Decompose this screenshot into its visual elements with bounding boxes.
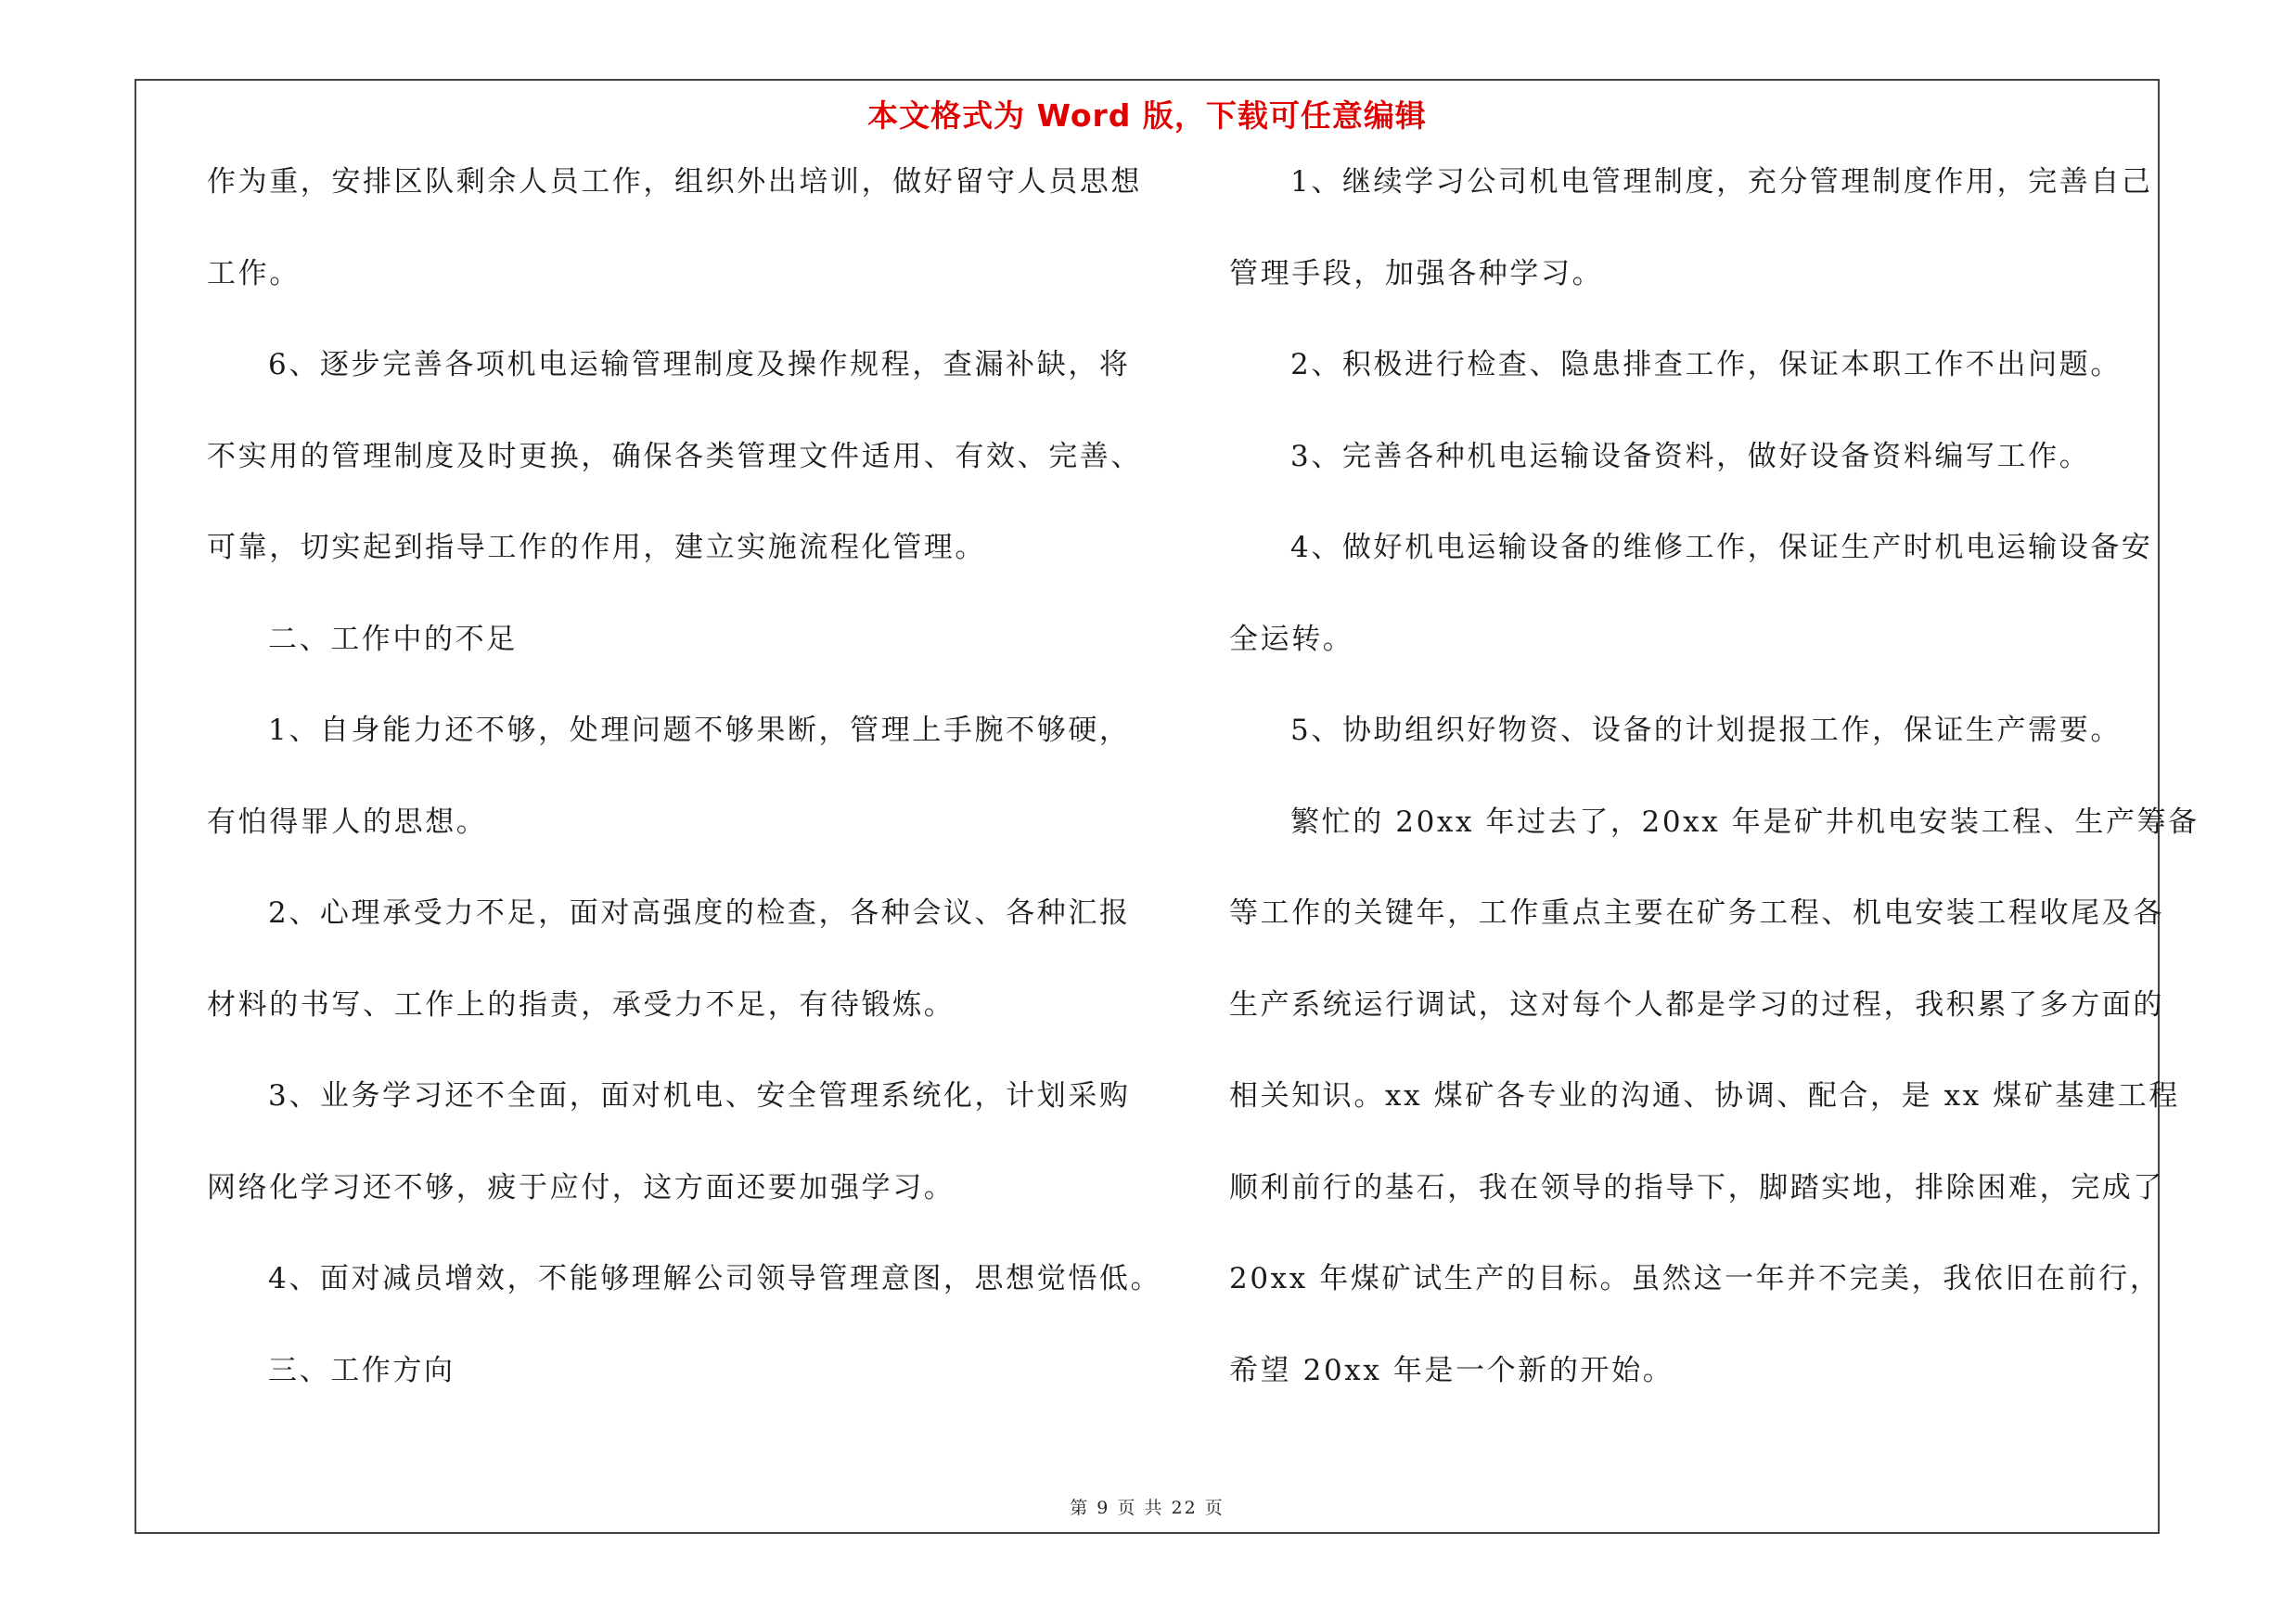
text-line: 顺利前行的基石，我在领导的指导下，脚踏实地，排除困难，完成了	[1229, 1170, 2164, 1204]
text-line: 二、工作中的不足	[268, 622, 518, 656]
text-line: 不实用的管理制度及时更换，确保各类管理文件适用、有效、完善、	[207, 439, 1142, 473]
text-line: 生产系统运行调试，这对每个人都是学习的过程，我积累了多方面的	[1229, 987, 2164, 1022]
text-line: 20xx 年煤矿试生产的目标。虽然这一年并不完美，我依旧在前行，	[1229, 1262, 2161, 1295]
text-line: 5、协助组织好物资、设备的计划提报工作，保证生产需要。	[1290, 714, 2122, 747]
text-line: 可靠，切实起到指导工作的作用，建立实施流程化管理。	[207, 531, 986, 564]
text-line: 2、心理承受力不足，面对高强度的检查，各种会议、各种汇报	[268, 896, 1131, 930]
text-line: 1、自身能力还不够，处理问题不够果断，管理上手腕不够硬，	[268, 714, 1131, 747]
text-line: 4、做好机电运输设备的维修工作，保证生产时机电运输设备安	[1290, 531, 2153, 564]
text-line: 工作。	[207, 256, 301, 290]
text-line: 管理手段，加强各种学习。	[1229, 256, 1604, 290]
text-line: 等工作的关键年，工作重点主要在矿务工程、机电安装工程收尾及各	[1229, 896, 2164, 930]
left-column	[207, 136, 1162, 1416]
text-line: 6、逐步完善各项机电运输管理制度及操作规程，查漏补缺，将	[268, 348, 1131, 381]
text-line: 3、业务学习还不全面，面对机电、安全管理系统化，计划采购	[268, 1079, 1131, 1113]
text-line: 4、面对减员增效，不能够理解公司领导管理意图，思想觉悟低。	[268, 1262, 1162, 1295]
text-line: 全运转。	[1229, 622, 1354, 656]
text-line: 相关知识。xx 煤矿各专业的沟通、协调、配合，是 xx 煤矿基建工程	[1229, 1079, 2180, 1113]
text-line: 2、积极进行检查、隐患排查工作，保证本职工作不出问题。	[1290, 348, 2122, 381]
text-line: 材料的书写、工作上的指责，承受力不足，有待锻炼。	[207, 987, 956, 1022]
text-line: 网络化学习还不够，疲于应付，这方面还要加强学习。	[207, 1170, 956, 1204]
text-line: 有怕得罪人的思想。	[207, 805, 488, 839]
text-line: 作为重，安排区队剩余人员工作，组织外出培训，做好留守人员思想	[207, 165, 1142, 199]
text-line: 繁忙的 20xx 年过去了，20xx 年是矿井机电安装工程、生产筹备	[1290, 805, 2200, 839]
page-number-footer: 第 9 页 共 22 页	[1070, 1498, 1225, 1518]
right-column	[1229, 136, 2200, 1416]
header-banner: 本文格式为 Word 版，下载可任意编辑	[867, 97, 1427, 134]
text-line: 三、工作方向	[268, 1353, 455, 1387]
text-line: 3、完善各种机电运输设备资料，做好设备资料编写工作。	[1290, 439, 2091, 473]
text-line: 1、继续学习公司机电管理制度，充分管理制度作用，完善自己	[1290, 165, 2153, 199]
page-frame	[135, 79, 2200, 1534]
text-line: 希望 20xx 年是一个新的开始。	[1229, 1353, 1674, 1387]
